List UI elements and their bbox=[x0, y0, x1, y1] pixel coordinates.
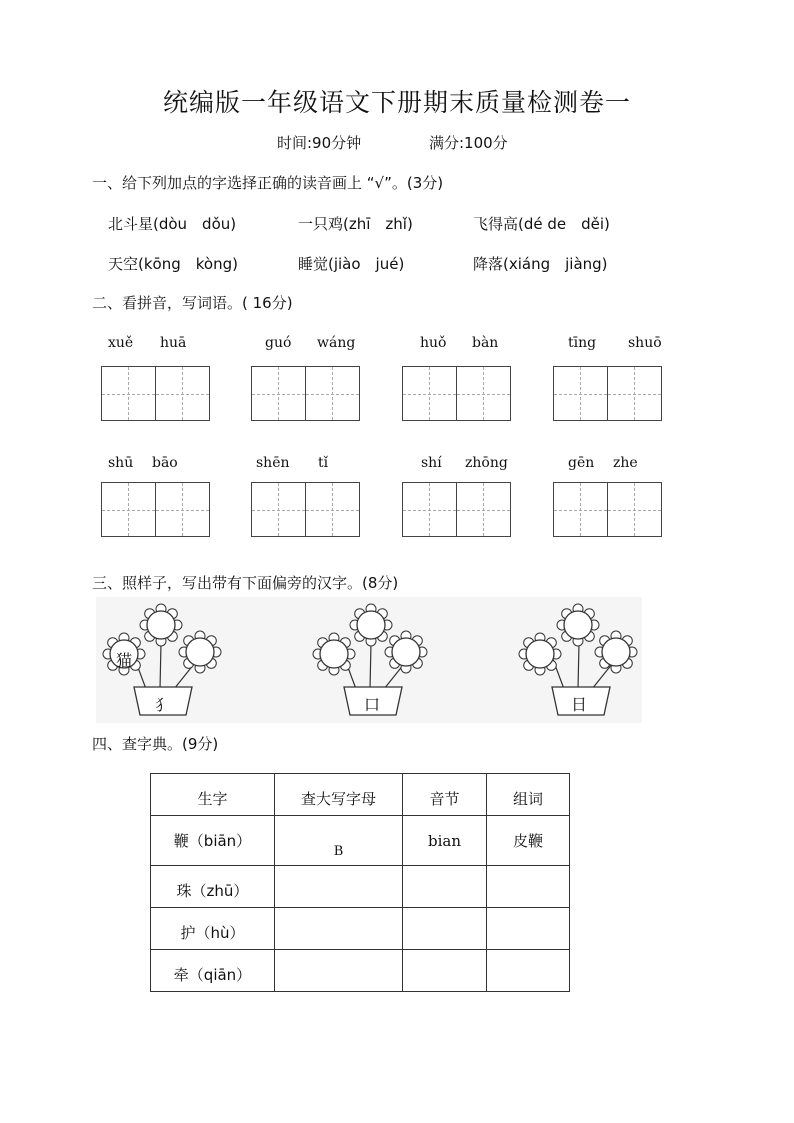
dictionary-table bbox=[150, 773, 570, 992]
q1-option: 睡觉(jiào jué) bbox=[298, 255, 405, 273]
header-cell: 音节 bbox=[403, 774, 487, 816]
pinyin: shū bbox=[108, 455, 134, 471]
word-cell[interactable] bbox=[487, 950, 570, 992]
character-cell: 鞭（biān） bbox=[151, 816, 275, 866]
word-cell: 皮鞭 bbox=[487, 816, 570, 866]
pinyin: xuě bbox=[108, 335, 134, 351]
radical-label: 犭 bbox=[155, 696, 171, 714]
character-cell: 牵（qiān） bbox=[151, 950, 275, 992]
q1-option: 北斗星(dòu dǒu) bbox=[108, 215, 237, 233]
pinyin: tǐ bbox=[318, 455, 329, 471]
q1-option: 飞得高(dé de děi) bbox=[473, 215, 610, 233]
word-cell[interactable] bbox=[487, 908, 570, 950]
pinyin: bāo bbox=[152, 455, 178, 471]
word-cell[interactable] bbox=[487, 866, 570, 908]
pinyin: huǒ bbox=[420, 335, 447, 351]
writing-grid[interactable] bbox=[251, 482, 360, 537]
pinyin: wáng bbox=[317, 335, 356, 351]
radical-label: 口 bbox=[364, 695, 381, 714]
syllable-cell: bian bbox=[403, 816, 487, 866]
pinyin: guó bbox=[265, 335, 292, 351]
pinyin: bàn bbox=[472, 335, 499, 351]
writing-grid[interactable] bbox=[101, 482, 210, 537]
writing-grid[interactable] bbox=[101, 366, 210, 421]
character-cell: 珠（zhū） bbox=[151, 866, 275, 908]
writing-grid[interactable] bbox=[553, 482, 662, 537]
letter-cell[interactable] bbox=[275, 908, 403, 950]
writing-grid[interactable] bbox=[402, 482, 511, 537]
syllable-cell[interactable] bbox=[403, 866, 487, 908]
exam-time: 时间:90分钟 bbox=[277, 134, 362, 152]
table-row bbox=[151, 816, 570, 866]
table-row bbox=[151, 908, 570, 950]
pinyin: huā bbox=[160, 335, 187, 351]
q4-heading: 四、查字典。(9分) bbox=[92, 735, 219, 753]
pinyin: tīng bbox=[568, 335, 597, 351]
writing-grid[interactable] bbox=[402, 366, 511, 421]
header-cell: 查大写字母 bbox=[275, 774, 403, 816]
letter-cell: B bbox=[275, 816, 403, 866]
q2-heading: 二、看拼音，写词语。( 16分) bbox=[92, 294, 293, 312]
syllable-cell[interactable] bbox=[403, 950, 487, 992]
pinyin: shuō bbox=[628, 335, 662, 351]
table-row bbox=[151, 950, 570, 992]
q1-option: 一只鸡(zhī zhǐ) bbox=[298, 215, 413, 233]
table-row bbox=[151, 866, 570, 908]
writing-grid[interactable] bbox=[553, 366, 662, 421]
letter-cell[interactable] bbox=[275, 866, 403, 908]
q3-heading: 三、照样子，写出带有下面偏旁的汉字。(8分) bbox=[92, 574, 399, 592]
radical-label: 日 bbox=[571, 695, 588, 714]
character-cell: 护（hù） bbox=[151, 908, 275, 950]
q1-option: 降落(xiáng jiàng) bbox=[473, 255, 608, 273]
writing-grid[interactable] bbox=[251, 366, 360, 421]
pinyin: zhe bbox=[613, 455, 638, 471]
syllable-cell[interactable] bbox=[403, 908, 487, 950]
header-cell: 生字 bbox=[151, 774, 275, 816]
table-header-row bbox=[151, 774, 570, 816]
full-score: 满分:100分 bbox=[429, 134, 508, 152]
pinyin: zhōng bbox=[465, 455, 508, 471]
pinyin: shí bbox=[421, 455, 442, 471]
header-cell: 组词 bbox=[487, 774, 570, 816]
page-title: 统编版一年级语文下册期末质量检测卷一 bbox=[162, 88, 631, 117]
q1-option: 天空(kōng kòng) bbox=[108, 255, 238, 273]
pinyin: gēn bbox=[568, 455, 595, 471]
q1-heading: 一、给下列加点的字选择正确的读音画上 “√”。(3分) bbox=[92, 174, 444, 192]
example-character: 猫 bbox=[116, 651, 133, 670]
pinyin: shēn bbox=[256, 455, 290, 471]
letter-cell[interactable] bbox=[275, 950, 403, 992]
